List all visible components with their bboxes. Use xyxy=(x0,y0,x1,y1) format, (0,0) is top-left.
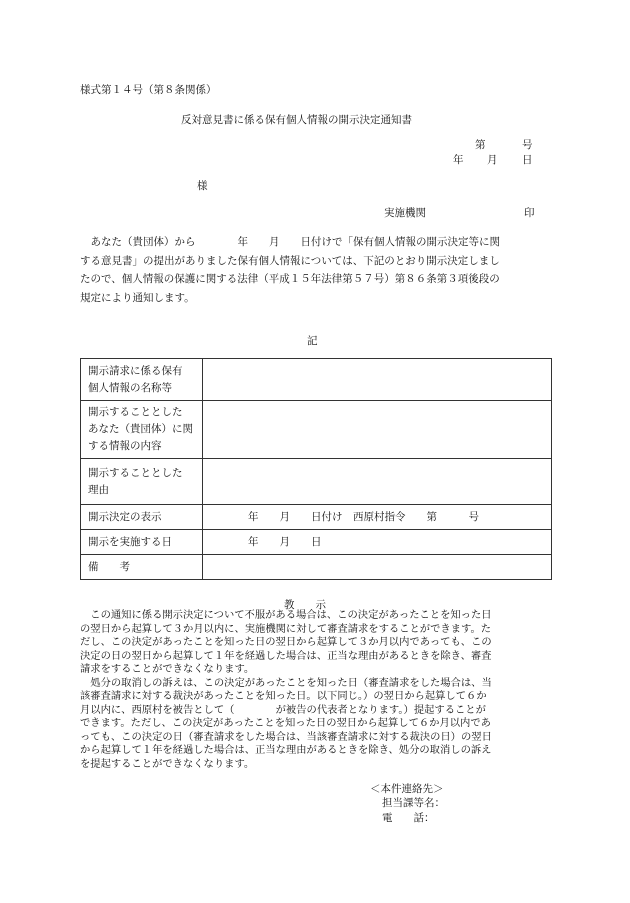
contact-department: 担当課等名： xyxy=(382,797,445,809)
table-row xyxy=(81,401,552,459)
row-value xyxy=(203,459,552,505)
form-number: 様式第１４号（第８条関係） xyxy=(80,84,217,96)
row-label xyxy=(81,459,203,505)
instruction-line: だし、この決定があったことを知った日の翌日から起算して３か月以内であっても、この xyxy=(80,636,492,648)
label-line: 開示することとした xyxy=(88,466,183,479)
label-line: 開示を実施する日 xyxy=(88,535,172,548)
label-line: 開示決定の表示 xyxy=(88,510,162,523)
instruction-line: から起算して１年を経過した場合は、正当な理由があるときを除き、処分の取消しの訴え xyxy=(80,744,492,756)
date-year: 年 xyxy=(453,154,464,166)
notice-body xyxy=(80,233,550,307)
body-line: あなた（貴団体）から 年 月 日付けで「保有個人情報の開示決定等に関 xyxy=(80,236,500,248)
label-line: あなた（貴団体）に関 xyxy=(88,423,193,435)
row-label xyxy=(81,555,203,580)
instruction-line: 月以内に、西原村を被告として（ が被告の代表者となります。）提起することが xyxy=(80,703,486,716)
date-month: 月 xyxy=(487,154,498,166)
date-day: 日 xyxy=(522,154,533,166)
doc-number-go: 号 xyxy=(522,139,533,151)
decision-table xyxy=(80,358,552,580)
row-value xyxy=(203,359,552,401)
row-label xyxy=(81,505,203,530)
instruction-line: できます。ただし、この決定があったことを知った日の翌日から起算して６か月以内であ xyxy=(80,717,491,729)
instruction-line: この通知に係る開示決定について不服がある場合は、この決定があったことを知った日 xyxy=(80,609,492,621)
instruction-line: 請求をすることができなくなります。 xyxy=(80,663,255,675)
doc-number-dai: 第 xyxy=(475,139,486,151)
label-line: 個人情報の名称等 xyxy=(88,381,172,394)
issuer-label: 実施機関 xyxy=(384,207,426,219)
instruction-line: 該審査請求に対する裁決があったことを知った日。以下同じ。）の翌日から起算して６か xyxy=(80,690,487,702)
addressee-sama: 様 xyxy=(197,180,208,192)
table-row xyxy=(81,505,552,530)
table-row xyxy=(81,555,552,580)
instruction-heading: 教 示 xyxy=(284,599,326,611)
instruction-line: 処分の取消しの訴えは、この決定があったことを知った日（審査請求をした場合は、当 xyxy=(80,676,492,689)
document-title: 反対意見書に係る保有個人情報の開示決定通知書 xyxy=(181,114,412,126)
row-value xyxy=(203,401,552,459)
label-line: 開示することとした xyxy=(88,406,183,418)
instruction-line: 決定の日の翌日から起算して１年を経過した場合は、正当な理由があるときを除き、審査 xyxy=(80,649,492,662)
table-row xyxy=(81,359,552,401)
instruction-line: の翌日から起算して３か月以内に、実施機関に対して審査請求をすることができます。た xyxy=(80,622,492,635)
contact-heading: ＜本件連絡先＞ xyxy=(370,783,444,795)
row-value: 年 月 日付け 西原村指令 第 号 xyxy=(203,505,552,530)
row-value: 年 月 日 xyxy=(203,530,552,555)
row-label xyxy=(81,401,203,459)
contact-phone: 電 話： xyxy=(382,812,435,824)
instruction-line: っても、この決定の日（審査請求をした場合は、当該審査請求に対する裁決の日）の翌日 xyxy=(80,730,492,743)
label-line: する情報の内容 xyxy=(88,440,162,452)
label-line: 開示請求に係る保有 xyxy=(88,364,183,377)
ki-label: 記 xyxy=(307,335,318,347)
body-line: たので、個人情報の保護に関する法律（平成１５年法律第５７号）第８６条第３項後段の xyxy=(80,273,500,285)
row-label xyxy=(81,359,203,401)
seal-mark: 印 xyxy=(524,207,535,219)
table-row xyxy=(81,530,552,555)
row-label xyxy=(81,530,203,555)
instruction-line: を提起することができなくなります。 xyxy=(80,757,255,770)
body-line: する意見書」の提出がありました保有個人情報については、下記のとおり開示決定しまし xyxy=(80,254,500,267)
row-value xyxy=(203,555,552,580)
instruction-body xyxy=(80,609,550,771)
body-line: 規定により通知します。 xyxy=(80,291,195,304)
label-line: 備 考 xyxy=(88,560,130,573)
label-line: 理由 xyxy=(88,483,109,496)
table-row xyxy=(81,459,552,505)
